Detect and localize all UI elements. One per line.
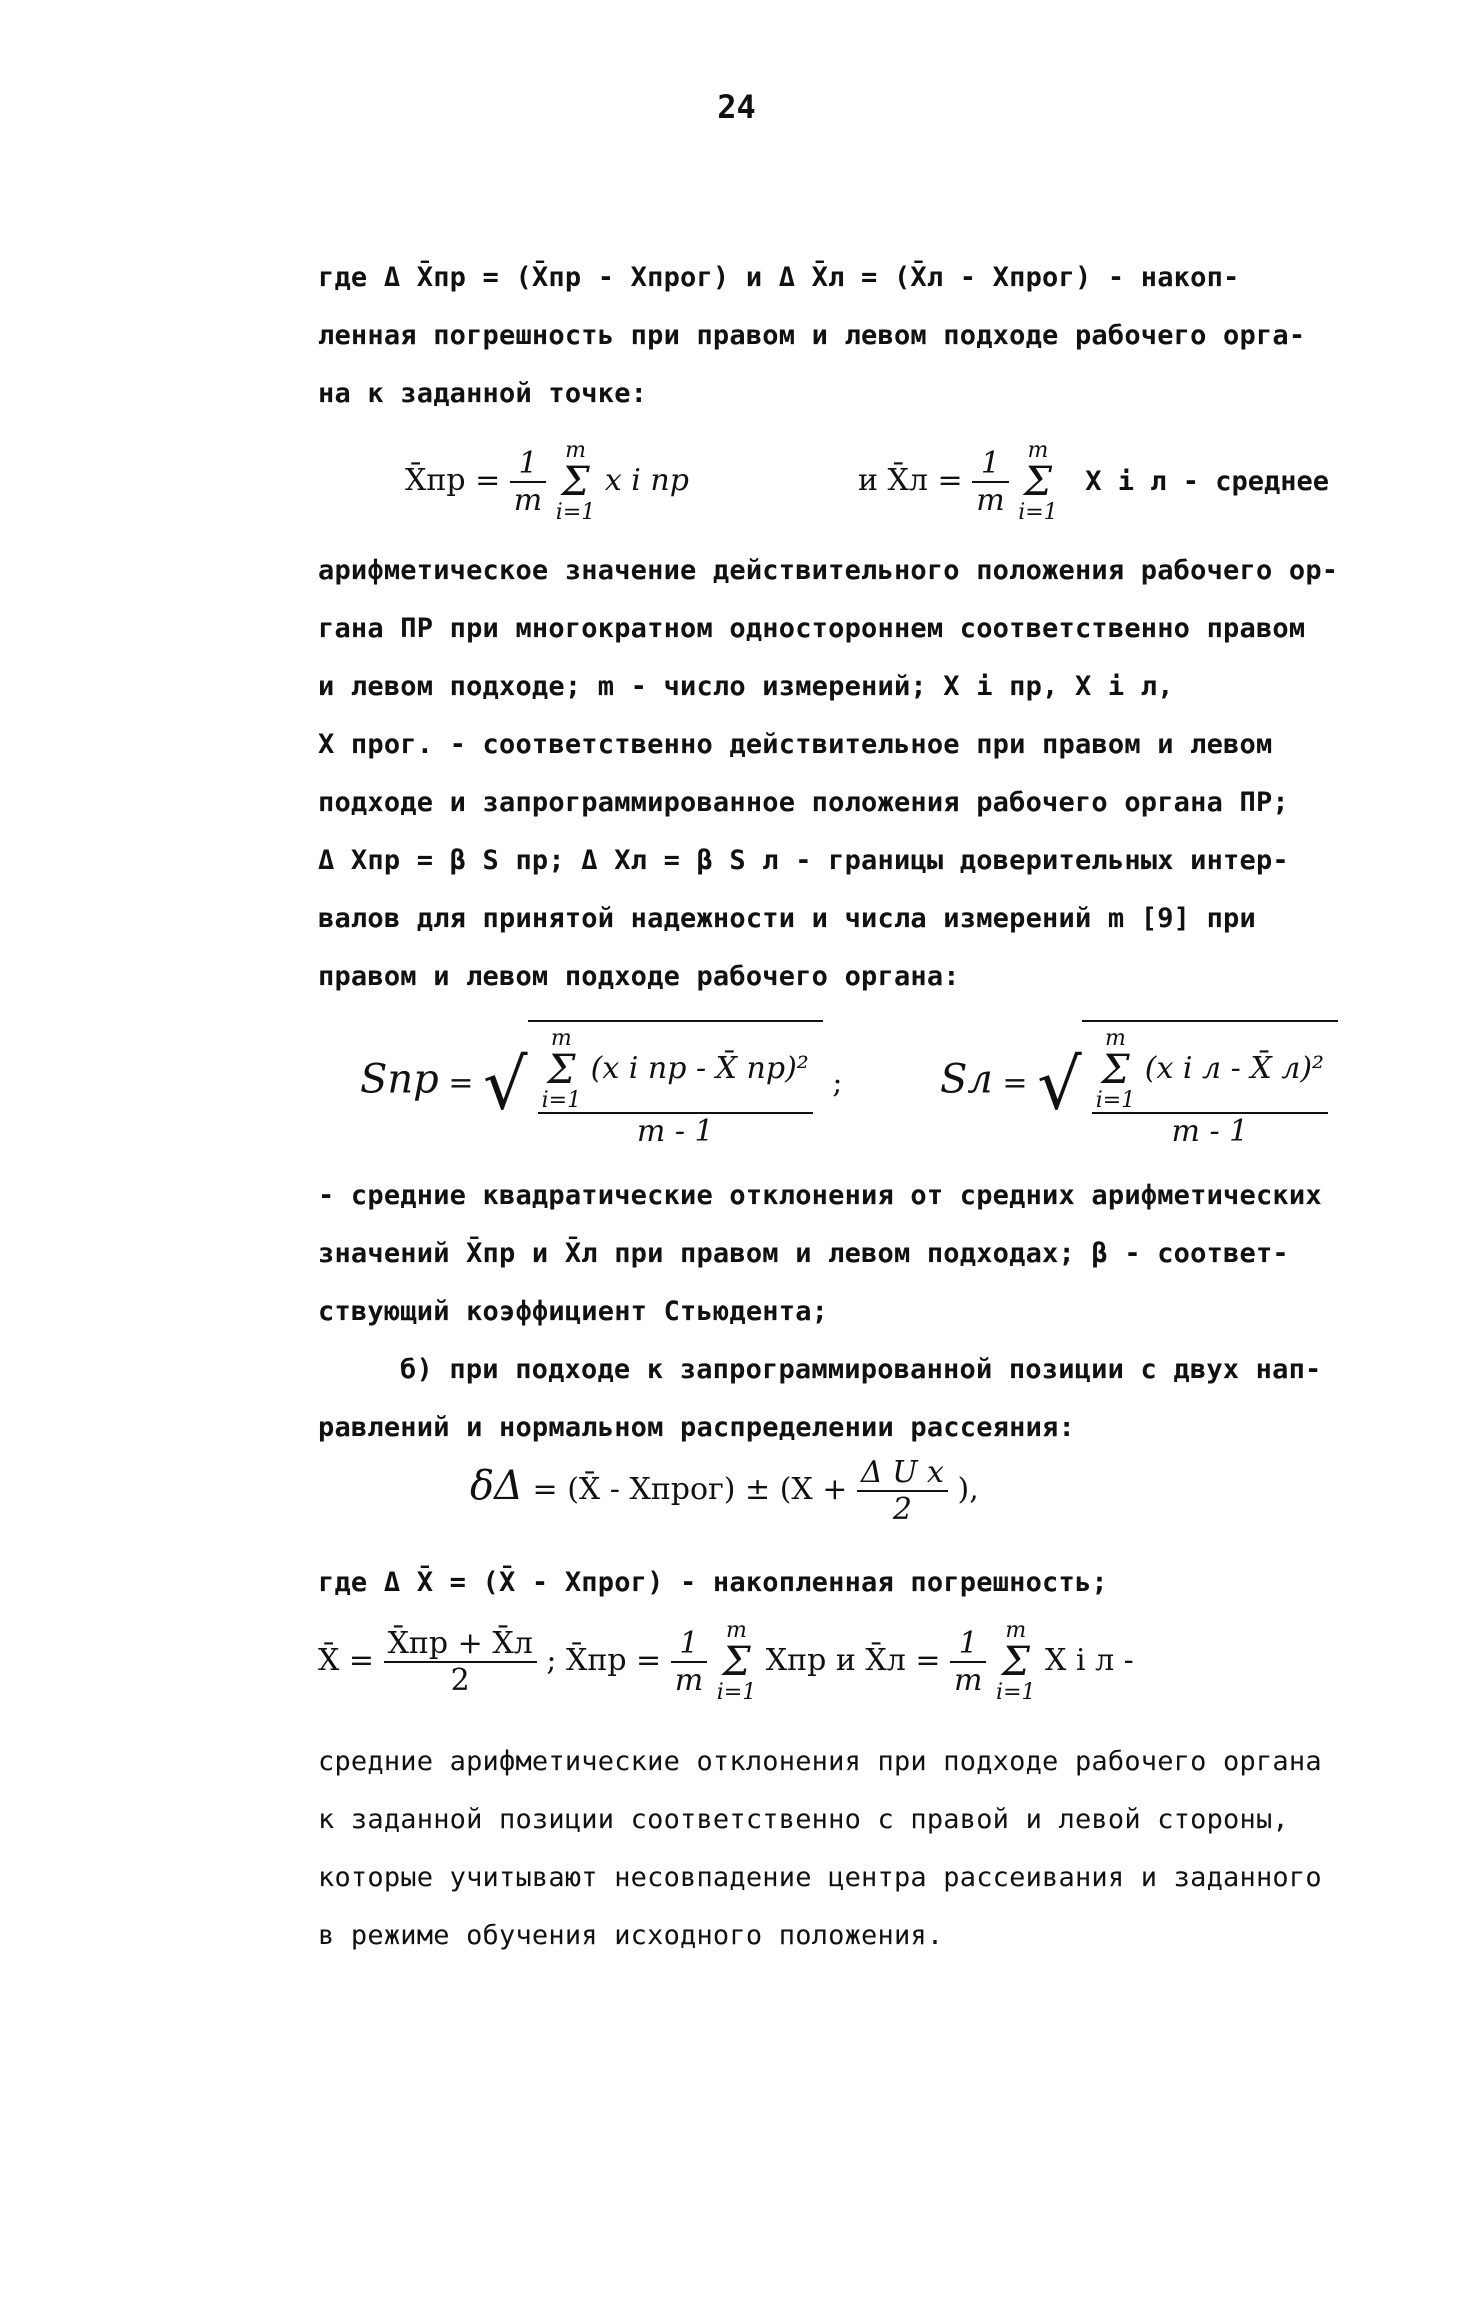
formula-std-left: Sл = √ m Σ i=1 (x i л - X̄ л)² m - 1 <box>940 1020 1338 1149</box>
text-line: где Δ X̄пр = (X̄пр - Xпрог) и Δ X̄л = (X̄л - Xпрог) - накоп- <box>318 262 1240 293</box>
text-line: ленная погрешность при правом и левом подходе рабочего орга- <box>318 320 1306 351</box>
text-line: подходе и запрограммированное положения рабочего органа ПР; <box>318 787 1289 818</box>
text-line: средние арифметические отклонения при подходе рабочего органа <box>318 1746 1322 1777</box>
text-line: где Δ X̄ = (X̄ - Xпрог) - накопленная погрешность; <box>318 1567 1108 1598</box>
formula-std-right: Sпр = √ m Σ i=1 (x i пр - X̄ пр)² m - 1 ; <box>360 1020 842 1149</box>
page-number: 24 <box>717 88 756 126</box>
text-line: в режиме обучения исходного положения. <box>318 1920 944 1951</box>
text-line: Δ Xпр = β S пр; Δ Xл = β S л - границы доверительных интер- <box>318 845 1289 876</box>
text-line: ствующий коэффициент Стьюдента; <box>318 1296 829 1327</box>
text-line: к заданной позиции соответственно с правой и левой стороны, <box>318 1804 1289 1835</box>
formula-delta: δΔ = (X̄ - Xпрог) ± (X + $\frac{\text{Δ U x}}{2}$ ), <box>470 1455 979 1527</box>
text-line: на к заданной точке: <box>318 378 648 409</box>
text-line: X прог. - соответственно действительное при правом и левом <box>318 729 1273 760</box>
text-line: валов для принятой надежности и числа измерений m [9] при <box>318 903 1256 934</box>
formula-mean: X̄пр = $\frac{1}{m}$ m Σ i=1 x i пр <box>405 438 689 525</box>
text-line: и левом подходе; m - число измерений; X i пр, X i л, <box>318 671 1174 702</box>
text-line: равлений и нормальном распределении рассеяния: <box>318 1412 1075 1443</box>
text-line: правом и левом подходе рабочего органа: <box>318 961 960 992</box>
text-line: которые учитывают несовпадение центра рассеивания и заданного <box>318 1862 1322 1893</box>
text-line: гана ПР при многократном одностороннем соответственно правом <box>318 613 1306 644</box>
text-line: - средние квадратические отклонения от средних арифметических <box>318 1180 1322 1211</box>
formula-mean-left: и X̄л = $\frac{1}{m}$ m Σ i=1 X i л - среднее <box>858 438 1330 525</box>
text-line: значений X̄пр и X̄л при правом и левом подходах; β - соответ- <box>318 1238 1289 1269</box>
text-line: арифметическое значение действительного положения рабочего ор- <box>318 555 1339 586</box>
formula-mean-both: X̄ = $\frac{X̄пр + X̄л}{2}$ ; X̄пр = $\frac{1}{m}$ m Σ i=1 Xпр и X̄л = $\frac{1}{m}$ m Σ i=1 X i л - <box>318 1618 1134 1705</box>
text-line: б) при подходе к запрограммированной позиции с двух нап- <box>400 1354 1322 1385</box>
